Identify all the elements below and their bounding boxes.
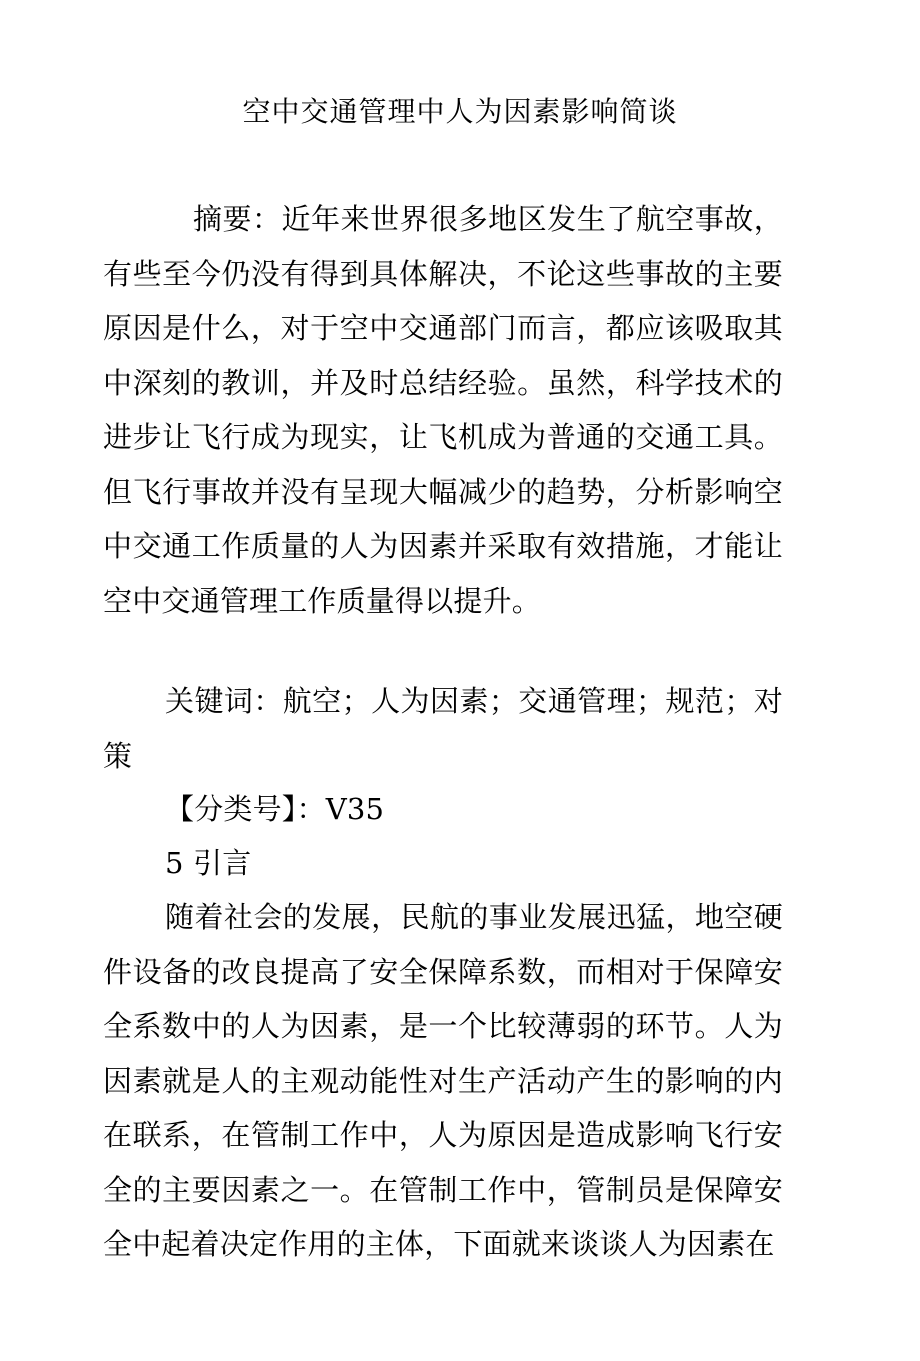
- document-title: 空中交通管理中人为因素影响简谈: [242, 95, 678, 128]
- abstract-paragraph: 摘要：近年来世界很多地区发生了航空事故，有些至今仍没有得到具体解决，不论这些事故的主要原因是什么，对于空中交通部门而言，都应该吸取其中深刻的教训，并及时总结经验。虽然，科学技术的进步让飞行成为现实，让飞机成为普通的交通工具。但飞行事故并没有呈现大幅减少的趋势，分析影响空中交通工作质量的人为因素并采取有效措施，才能让空中交通管理工作质量得以提升。: [103, 202, 783, 618]
- classification-number: 【分类号】：V35: [165, 792, 385, 826]
- section-heading: 5 引言: [165, 846, 252, 880]
- keywords-paragraph: 关键词：航空；人为因素；交通管理；规范；对策: [103, 684, 783, 773]
- intro-paragraph: 随着社会的发展，民航的事业发展迅猛，地空硬件设备的改良提高了安全保障系数，而相对于保障安全系数中的人为因素，是一个比较薄弱的环节。人为因素就是人的主观动能性对生产活动产生的影响的内在联系，在管制工作中，人为原因是造成影响飞行安全的主要因素之一。在管制工作中，管制员是保障安全中起着决定作用的主体，下面就来谈谈人为因素在: [103, 900, 783, 1261]
